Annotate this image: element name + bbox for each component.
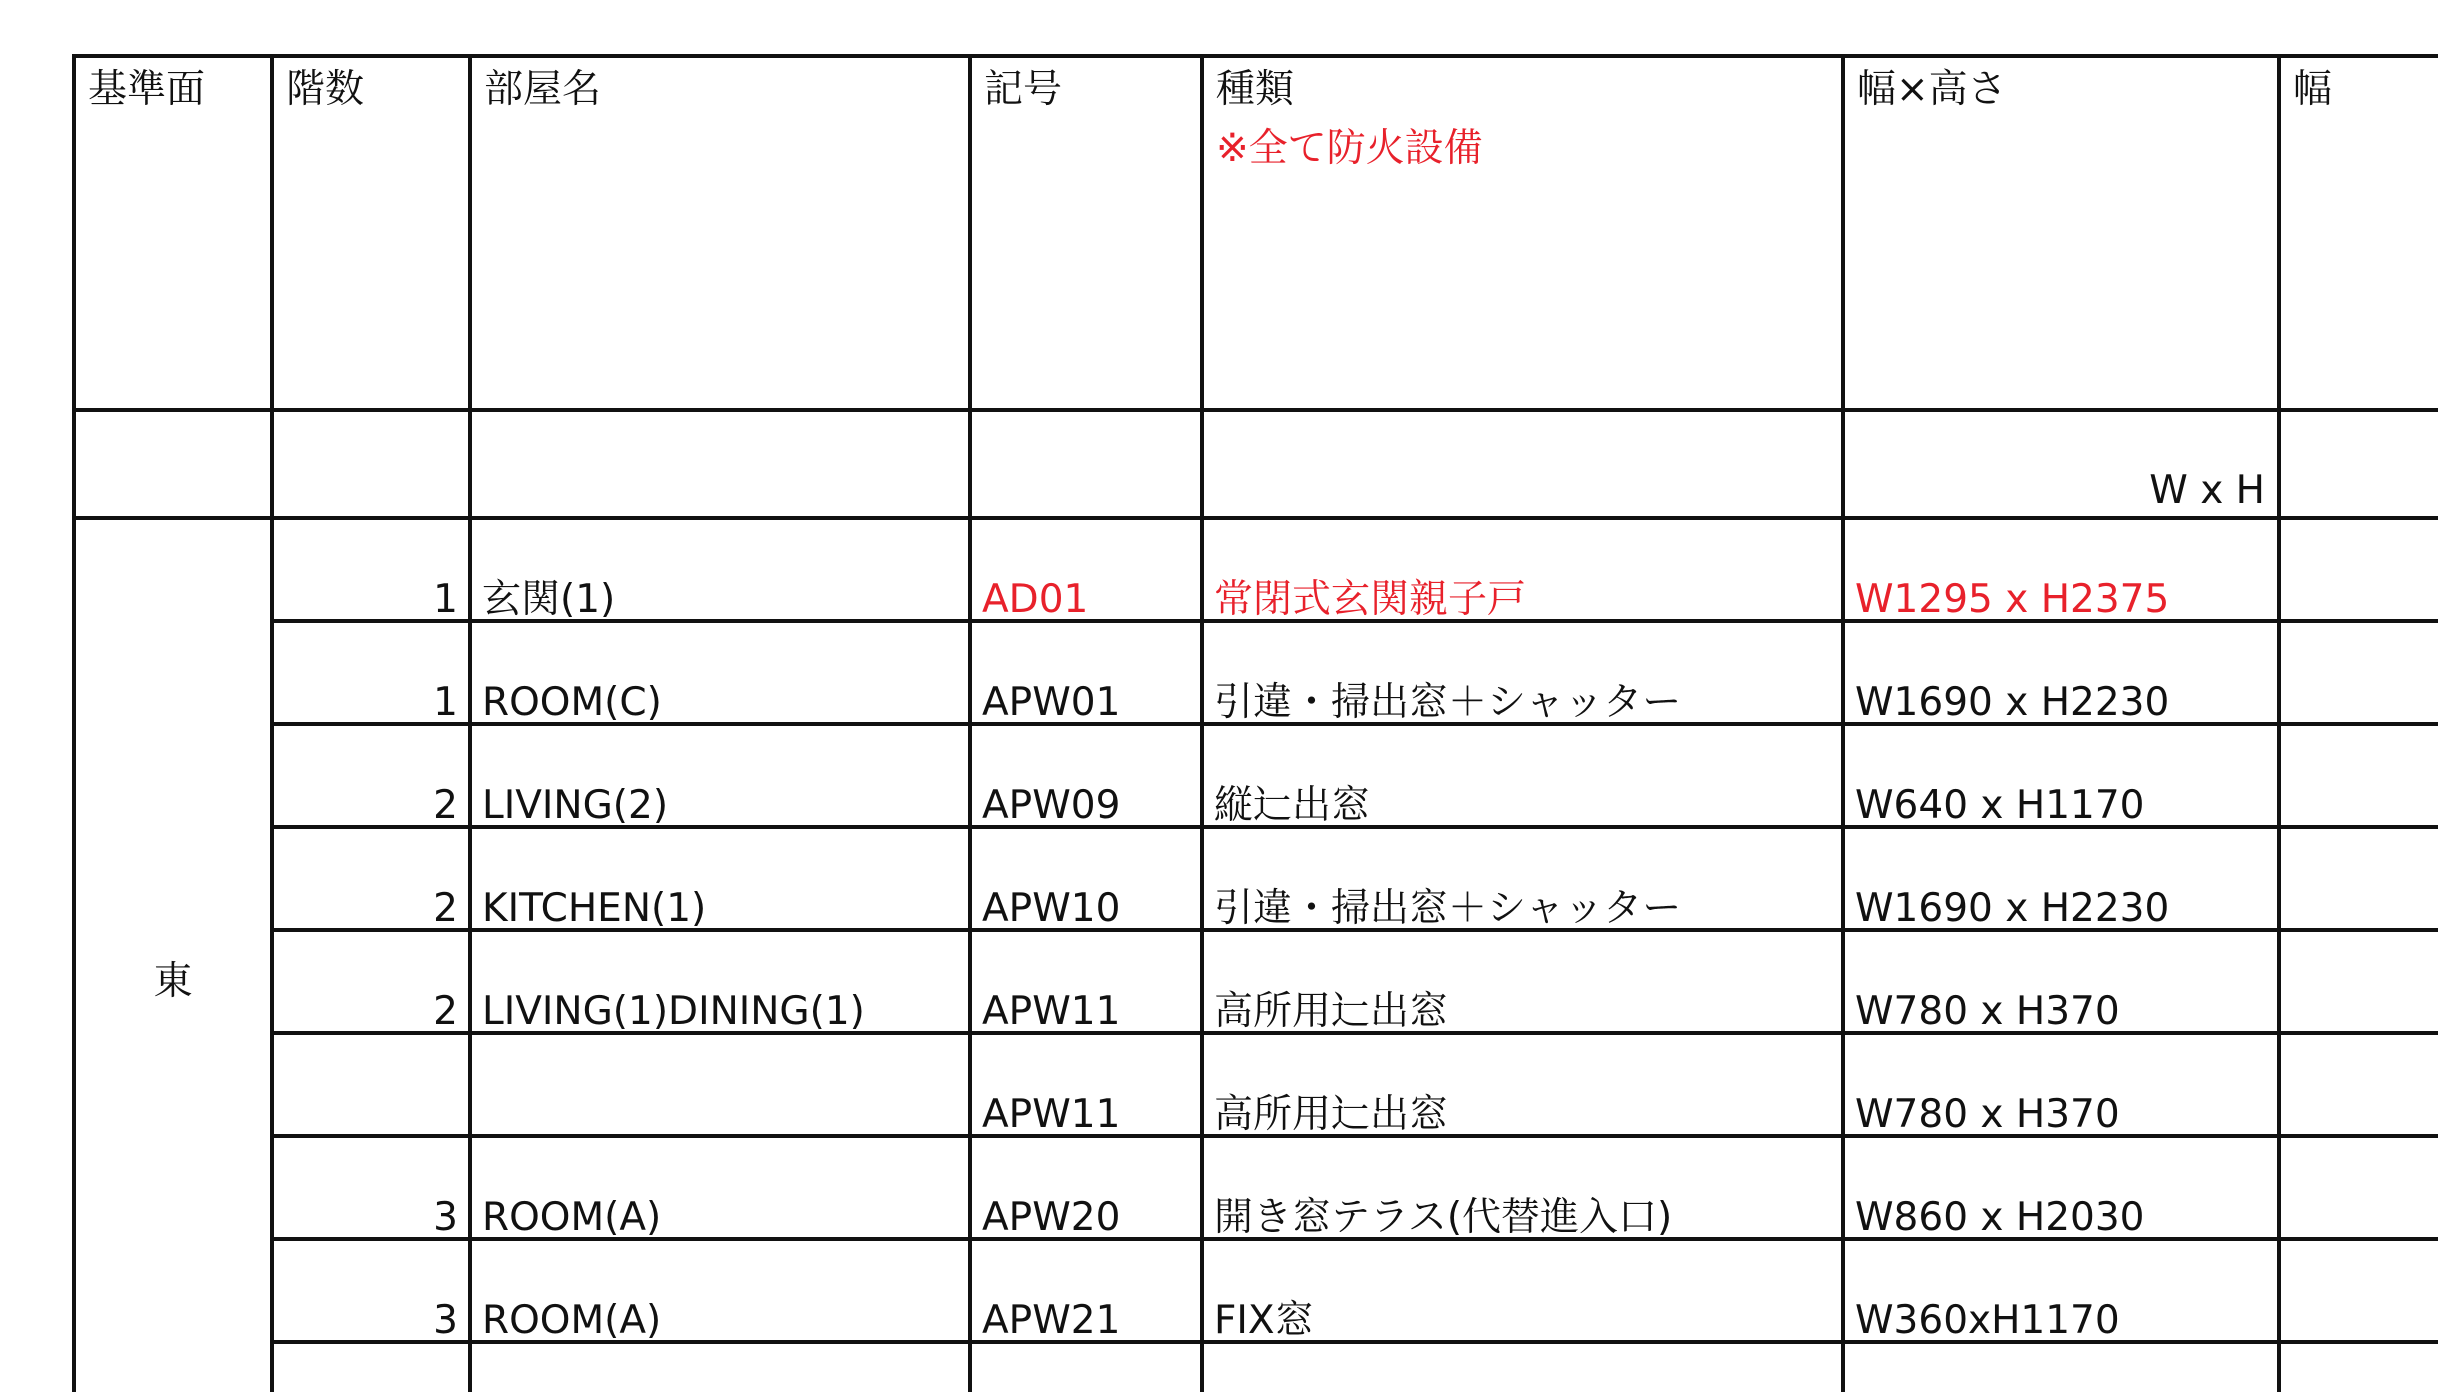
table-row [74, 1136, 2438, 1239]
room-cell[interactable]: ROOM(C) [470, 621, 970, 724]
type-cell[interactable]: 高所用辷出窓 [1202, 1033, 1843, 1136]
size-cell[interactable]: W1690 x H2230 [1843, 827, 2279, 930]
width-cell[interactable] [2279, 827, 2438, 930]
header-row [74, 56, 2438, 410]
units-row [74, 410, 2438, 518]
width-cell[interactable] [2279, 1239, 2438, 1342]
units-cell-width[interactable] [2279, 410, 2438, 518]
type-cell[interactable]: 常閉式玄関親子戸 [1202, 518, 1843, 621]
floor-cell[interactable] [272, 1342, 470, 1392]
code-cell[interactable]: APW09 [970, 724, 1202, 827]
type-cell[interactable]: 縦辷出窓 [1202, 724, 1843, 827]
header-size[interactable] [1843, 56, 2279, 410]
units-cell-floor[interactable] [272, 410, 470, 518]
header-type-note: ※全て防火設備 [1216, 126, 1483, 171]
header-room-label: 部屋名 [484, 67, 602, 112]
room-cell[interactable] [470, 1033, 970, 1136]
header-room[interactable] [470, 56, 970, 410]
header-face-label: 基準面 [88, 67, 206, 112]
header-type-label: 種類 [1216, 67, 1295, 112]
size-cell[interactable]: W780 x H370 [1843, 1033, 2279, 1136]
header-width-label: 幅 [2293, 67, 2333, 112]
code-cell[interactable]: APW10 [970, 827, 1202, 930]
side-face-cell[interactable]: 東 [74, 518, 272, 1392]
floor-cell[interactable]: 2 [272, 930, 470, 1033]
size-cell[interactable]: W1690 x H2230 [1843, 621, 2279, 724]
width-cell[interactable] [2279, 1342, 2438, 1392]
units-cell-room[interactable] [470, 410, 970, 518]
floor-cell[interactable] [272, 1033, 470, 1136]
size-cell[interactable]: W780 x H370 [1843, 930, 2279, 1033]
type-cell[interactable]: 開き窓テラス(代替進入口) [1202, 1136, 1843, 1239]
units-cell-type[interactable] [1202, 410, 1843, 518]
width-cell[interactable] [2279, 621, 2438, 724]
code-cell[interactable]: AD01 [970, 518, 1202, 621]
floor-cell[interactable]: 2 [272, 724, 470, 827]
size-cell[interactable]: W640 x H1170 [1843, 724, 2279, 827]
width-cell[interactable] [2279, 930, 2438, 1033]
table-row [74, 724, 2438, 827]
type-cell[interactable]: 引違・掃出窓＋シャッター [1202, 827, 1843, 930]
units-cell-size[interactable]: W x H [1843, 410, 2279, 518]
width-cell[interactable] [2279, 724, 2438, 827]
room-cell[interactable]: LIVING(2) [470, 724, 970, 827]
size-cell[interactable]: W1295 x H2375 [1843, 518, 2279, 621]
room-cell[interactable]: LIVING(1)DINING(1) [470, 930, 970, 1033]
table-row [74, 930, 2438, 1033]
room-cell[interactable]: KITCHEN(1) [470, 827, 970, 930]
room-cell[interactable] [470, 1342, 970, 1392]
header-code-label: 記号 [984, 67, 1063, 112]
size-cell[interactable]: W860 x H2030 [1843, 1136, 2279, 1239]
table-row [74, 827, 2438, 930]
header-type[interactable] [1202, 56, 1843, 410]
room-cell[interactable]: ROOM(A) [470, 1136, 970, 1239]
code-cell[interactable]: APW11 [970, 1033, 1202, 1136]
type-cell[interactable]: FIX窓 [1202, 1239, 1843, 1342]
table-row [74, 1342, 2438, 1392]
header-size-label: 幅×高さ [1857, 67, 2007, 112]
width-cell[interactable] [2279, 518, 2438, 621]
header-face[interactable] [74, 56, 272, 410]
units-cell-face[interactable] [74, 410, 272, 518]
type-cell[interactable]: 高所用辷出窓 [1202, 930, 1843, 1033]
header-width[interactable] [2279, 56, 2438, 410]
header-code[interactable] [970, 56, 1202, 410]
floor-cell[interactable]: 3 [272, 1239, 470, 1342]
table-row [74, 518, 2438, 621]
width-cell[interactable] [2279, 1033, 2438, 1136]
floor-cell[interactable]: 1 [272, 621, 470, 724]
size-cell[interactable]: W360xH1170 [1843, 1239, 2279, 1342]
fitting-schedule-table [72, 54, 2438, 1392]
type-cell[interactable] [1202, 1342, 1843, 1392]
room-cell[interactable]: ROOM(A) [470, 1239, 970, 1342]
width-cell[interactable] [2279, 1136, 2438, 1239]
floor-cell[interactable]: 3 [272, 1136, 470, 1239]
code-cell[interactable]: APW11 [970, 930, 1202, 1033]
room-cell[interactable]: 玄関(1) [470, 518, 970, 621]
header-floor-label: 階数 [286, 67, 365, 112]
header-floor[interactable] [272, 56, 470, 410]
code-cell[interactable]: APW01 [970, 621, 1202, 724]
size-cell[interactable] [1843, 1342, 2279, 1392]
code-cell[interactable] [970, 1342, 1202, 1392]
table-row [74, 1033, 2438, 1136]
code-cell[interactable]: APW20 [970, 1136, 1202, 1239]
type-cell[interactable]: 引違・掃出窓＋シャッター [1202, 621, 1843, 724]
units-cell-code[interactable] [970, 410, 1202, 518]
table-row [74, 621, 2438, 724]
floor-cell[interactable]: 1 [272, 518, 470, 621]
floor-cell[interactable]: 2 [272, 827, 470, 930]
table-row [74, 1239, 2438, 1342]
code-cell[interactable]: APW21 [970, 1239, 1202, 1342]
